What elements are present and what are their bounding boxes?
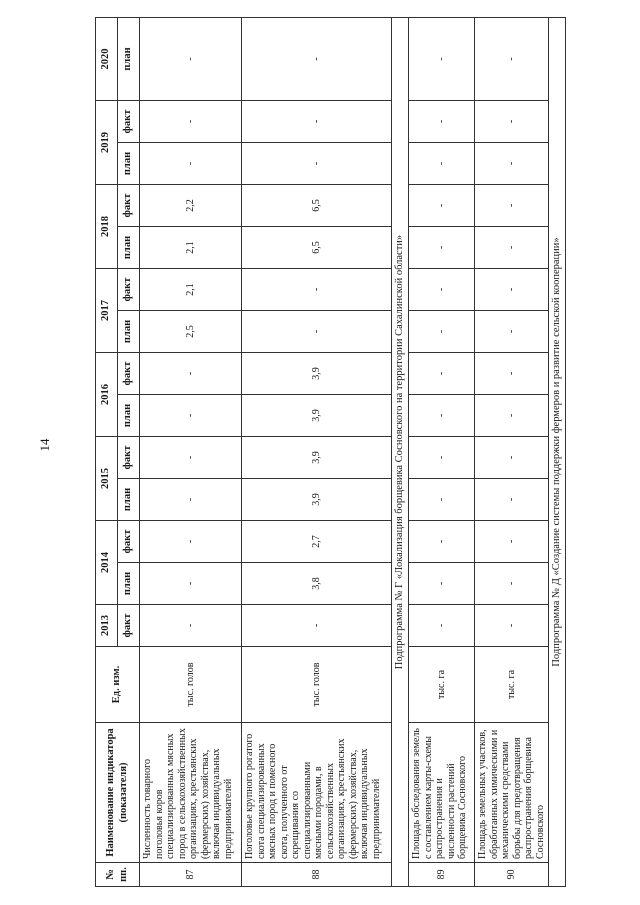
value-cell: - [242, 311, 392, 353]
value-cell: - [475, 269, 549, 311]
value-cell: - [242, 18, 392, 101]
value-cell: - [475, 479, 549, 521]
value-cell: - [140, 479, 242, 521]
value-cell: - [409, 143, 475, 185]
indicator-table [95, 17, 566, 887]
value-cell: - [140, 18, 242, 101]
row-number: 90 [475, 863, 549, 887]
value-cell: - [409, 227, 475, 269]
value-cell: - [140, 437, 242, 479]
value-cell: - [475, 18, 549, 101]
value-cell: 2,5 [140, 311, 242, 353]
unit-cell: тыс. га [475, 647, 549, 723]
header-fact: факт [118, 521, 140, 563]
value-cell: - [475, 185, 549, 227]
header-year: 2014 [96, 521, 118, 605]
row-number: 87 [140, 863, 242, 887]
value-cell: - [475, 227, 549, 269]
indicator-name: Площадь обследования земель с составлением карты-схемы распространения и численности растений борщевика Сосновского [409, 723, 475, 863]
value-cell: - [140, 143, 242, 185]
value-cell: - [242, 101, 392, 143]
value-cell: - [140, 563, 242, 605]
header-plan: план [118, 479, 140, 521]
header-plan: план [118, 143, 140, 185]
value-cell: - [409, 101, 475, 143]
header-year: 2016 [96, 353, 118, 437]
header-plan: план [118, 395, 140, 437]
value-cell: - [409, 521, 475, 563]
value-cell: - [475, 143, 549, 185]
indicator-table-frame [95, 17, 562, 887]
header-fact: факт [118, 437, 140, 479]
value-cell: - [140, 395, 242, 437]
value-cell: - [140, 521, 242, 563]
value-cell: - [475, 311, 549, 353]
header-fact: факт [118, 605, 140, 647]
value-cell: - [475, 521, 549, 563]
header-num: № пп. [96, 863, 140, 887]
value-cell: 2,1 [140, 227, 242, 269]
value-cell: - [475, 605, 549, 647]
value-cell: 3,9 [242, 479, 392, 521]
header-year: 2018 [96, 185, 118, 269]
value-cell: - [409, 479, 475, 521]
value-cell: - [140, 101, 242, 143]
value-cell: - [409, 311, 475, 353]
header-year: 2015 [96, 437, 118, 521]
header-fact: факт [118, 185, 140, 227]
value-cell: - [409, 353, 475, 395]
value-cell: - [475, 563, 549, 605]
value-cell: - [409, 563, 475, 605]
value-cell: - [242, 269, 392, 311]
value-cell: - [242, 605, 392, 647]
value-cell: - [475, 437, 549, 479]
indicator-name: Поголовье крупного рогатого скота специализированных мясных пород и помесного скота, полученного от скрещивания со специализированными мясными породами, в сельскохозяйственных организациях, крестьянских (фермерских) хозяйствах, включая индивидуальных предпринимателей [242, 723, 392, 863]
value-cell: 6,5 [242, 227, 392, 269]
subprogram-row [392, 18, 409, 887]
subprogram-title: Подпрограмма № Г «Локализация борщевика Сосновского на территории Сахалинской области» [392, 18, 409, 887]
value-cell: 3,8 [242, 563, 392, 605]
table-row [475, 18, 549, 887]
row-number: 88 [242, 863, 392, 887]
value-cell: 6,5 [242, 185, 392, 227]
value-cell: 3,9 [242, 437, 392, 479]
unit-cell: тыс. голов [140, 647, 242, 723]
value-cell: - [242, 143, 392, 185]
header-plan: план [118, 563, 140, 605]
value-cell: 2,2 [140, 185, 242, 227]
value-cell: 2,1 [140, 269, 242, 311]
value-cell: - [140, 353, 242, 395]
value-cell: 3,9 [242, 353, 392, 395]
row-number: 89 [409, 863, 475, 887]
value-cell: - [409, 605, 475, 647]
header-plan: план [118, 227, 140, 269]
header-unit: Ед. изм. [96, 647, 140, 723]
unit-cell: тыс. голов [242, 647, 392, 723]
header-year: 2020 [96, 18, 118, 101]
value-cell: - [409, 437, 475, 479]
table-row [140, 18, 242, 887]
value-cell: - [475, 353, 549, 395]
header-fact: факт [118, 269, 140, 311]
value-cell: - [409, 395, 475, 437]
header-fact: факт [118, 353, 140, 395]
header-fact: факт [118, 101, 140, 143]
subprogram-title: Подпрограмма № Д «Создание системы поддержки фермеров и развитие сельской кооперации» [549, 18, 566, 887]
header-year: 2013 [96, 605, 118, 647]
page-number: 14 [37, 438, 52, 452]
header-plan: план [118, 311, 140, 353]
table-row [242, 18, 392, 887]
indicator-name: Численность товарного поголовья коров специализированных мясных пород в сельскохозяйственных организациях, крестьянских (фермерских) хозяйствах, включая индивидуальных предпринимателей [140, 723, 242, 863]
value-cell: - [140, 605, 242, 647]
unit-cell: тыс. га [409, 647, 475, 723]
header-name: Наименование индикатора (показателя) [96, 723, 140, 863]
value-cell: - [409, 269, 475, 311]
header-row-years [96, 18, 118, 887]
header-plan: план [118, 18, 140, 101]
value-cell: 2,7 [242, 521, 392, 563]
subprogram-row [549, 18, 566, 887]
value-cell: 3,9 [242, 395, 392, 437]
value-cell: - [409, 18, 475, 101]
header-year: 2017 [96, 269, 118, 353]
value-cell: - [409, 185, 475, 227]
table-row [409, 18, 475, 887]
value-cell: - [475, 101, 549, 143]
value-cell: - [475, 395, 549, 437]
header-year: 2019 [96, 101, 118, 185]
indicator-name: Площадь земельных участков, обработанных химическими и механическими средствами борьбы для предотвращения распространения борщевика Сосновского [475, 723, 549, 863]
